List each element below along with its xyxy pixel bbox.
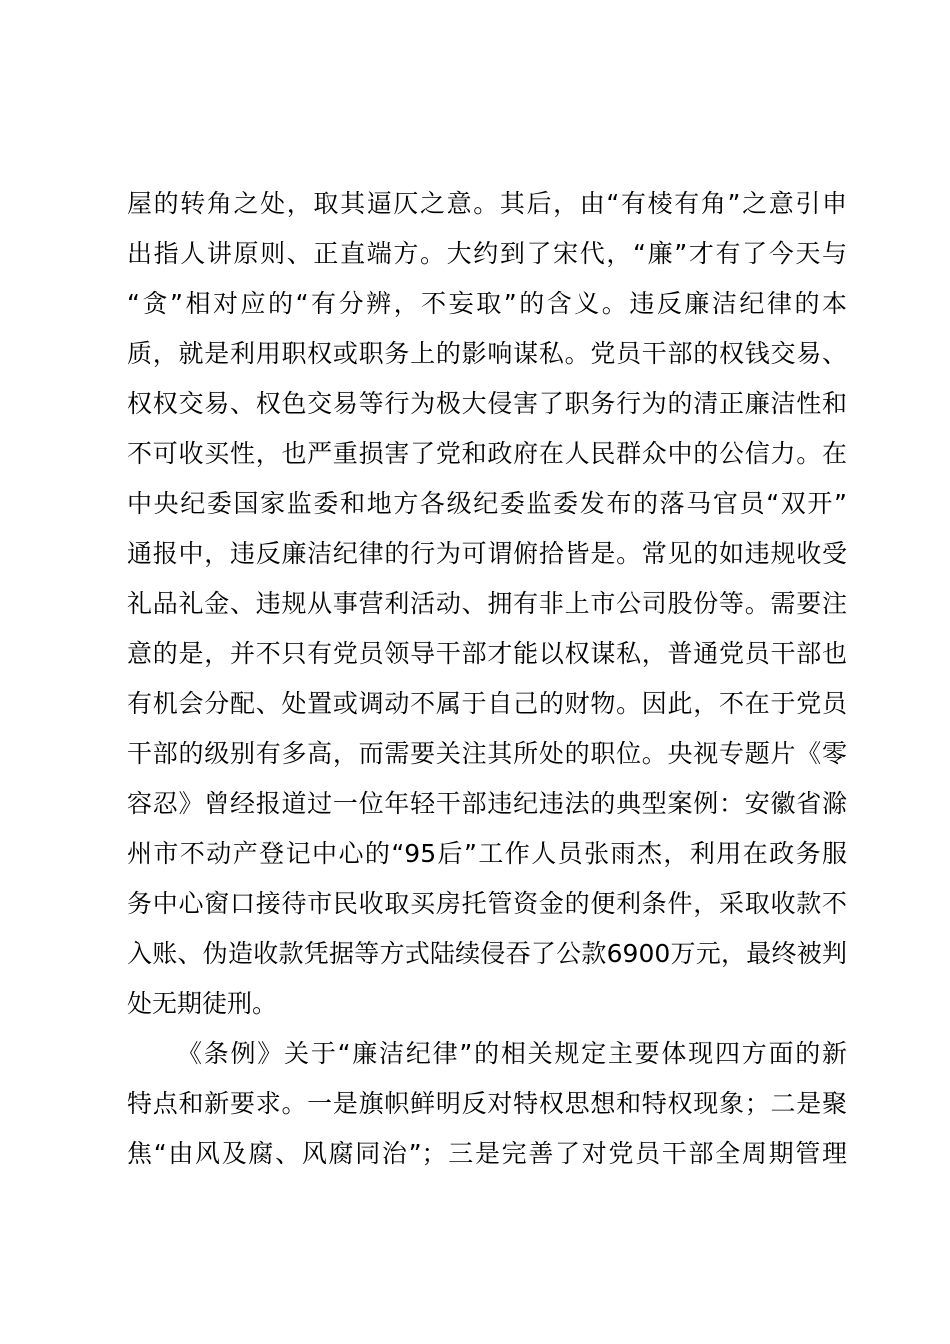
text-line: 礼品礼金、违规从事营利活动、拥有非上市公司股份等。需要注 xyxy=(127,589,847,618)
text-line: 意的是，并不只有党员领导干部才能以权谋私，普通党员干部也 xyxy=(127,639,847,668)
text-line: 处无期徒刑。 xyxy=(127,989,278,1018)
text-line: 入账、伪造收款凭据等方式陆续侵吞了公款6900万元，最终被判 xyxy=(127,939,847,968)
text-line: 屋的转角之处，取其逼仄之意。其后，由“有棱有角”之意引申 xyxy=(127,189,847,218)
text-line: 通报中，违反廉洁纪律的行为可谓俯拾皆是。常见的如违规收受 xyxy=(127,539,847,568)
text-line: 质，就是利用职权或职务上的影响谋私。党员干部的权钱交易、 xyxy=(127,339,847,368)
text-line: 中央纪委国家监委和地方各级纪委监委发布的落马官员“双开” xyxy=(127,489,847,518)
text-line: 《条例》关于“廉洁纪律”的相关规定主要体现四方面的新 xyxy=(177,1039,847,1068)
text-line: 特点和新要求。一是旗帜鲜明反对特权思想和特权现象；二是聚 xyxy=(127,1089,847,1118)
text-line: 焦“由风及腐、风腐同治”；三是完善了对党员干部全周期管理 xyxy=(127,1139,847,1168)
text-line: 有机会分配、处置或调动不属于自己的财物。因此，不在于党员 xyxy=(127,689,847,718)
text-line: “贪”相对应的“有分辨，不妄取”的含义。违反廉洁纪律的本 xyxy=(127,289,847,318)
text-line: 干部的级别有多高，而需要关注其所处的职位。央视专题片《零 xyxy=(127,739,847,768)
text-line: 不可收买性，也严重损害了党和政府在人民群众中的公信力。在 xyxy=(127,439,847,468)
text-line: 州市不动产登记中心的“95后”工作人员张雨杰，利用在政务服 xyxy=(127,839,847,868)
text-line: 务中心窗口接待市民收取买房托管资金的便利条件，采取收款不 xyxy=(127,889,847,918)
text-line: 权权交易、权色交易等行为极大侵害了职务行为的清正廉洁性和 xyxy=(127,389,847,418)
text-line: 出指人讲原则、正直端方。大约到了宋代，“廉”才有了今天与 xyxy=(127,239,847,268)
text-line: 容忍》曾经报道过一位年轻干部违纪违法的典型案例：安徽省滁 xyxy=(127,789,847,818)
